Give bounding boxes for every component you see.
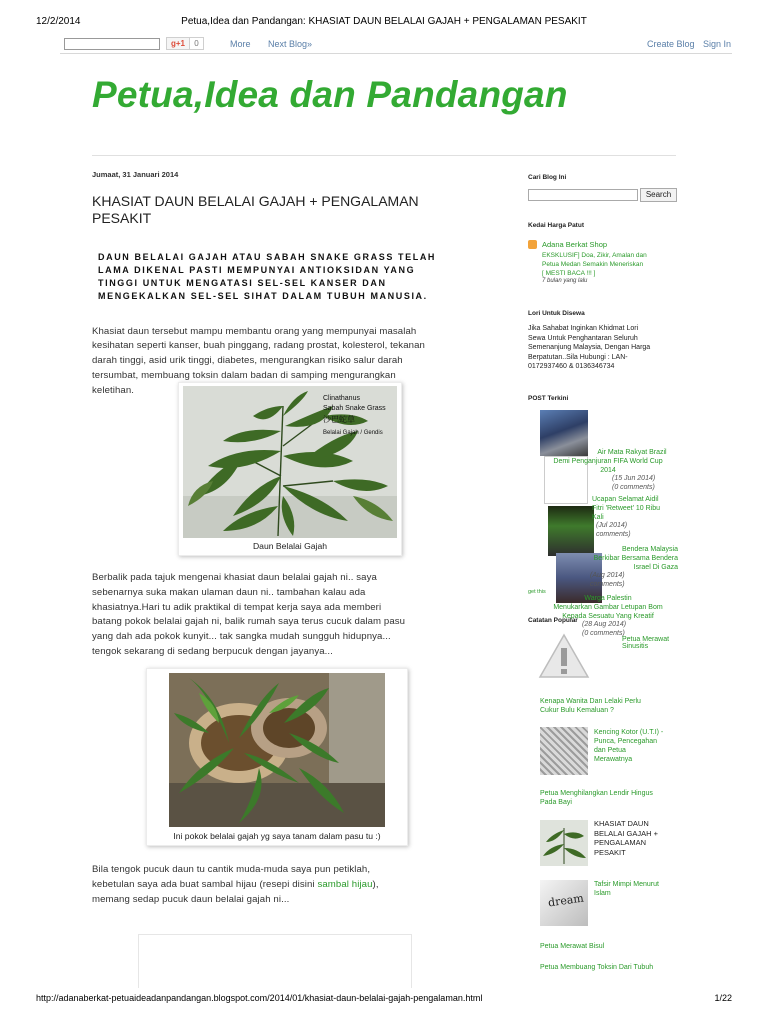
shop-widget-title: Kedai Harga Patut — [528, 222, 584, 229]
popular-line: BELALAI GAJAH + — [594, 828, 658, 838]
post-title-line: PESAKIT — [92, 209, 152, 226]
photo-label: Clinathanus — [323, 395, 360, 402]
post-date-label: (Aug 2014) — [590, 572, 625, 579]
popular-thumb-uti[interactable] — [540, 727, 588, 775]
post-comments-label: comments) — [596, 531, 631, 538]
popular-line: Petua Menghilangkan Lendir Hingus — [540, 790, 653, 797]
post-terkini-line: Warga Palestin — [584, 595, 632, 602]
popular-line: Pada Bayi — [540, 799, 572, 806]
shop-post-line: [ MESTI BACA !!! ] — [542, 270, 596, 277]
popular-line: Cukur Bulu Kemaluan ? — [540, 707, 614, 714]
popular-line: KHASIAT DAUN — [594, 819, 649, 828]
popular-line: Punca, Pencegahan — [594, 738, 658, 745]
paragraph-line: yang dah ada pokok kunyit... tak sangka mudah sungguh hidupnya... — [92, 631, 391, 643]
photo-label: Sabah Snake Grass — [323, 405, 386, 412]
lori-line: Berpatutan..Sila Hubungi : LAN- — [528, 353, 628, 361]
post-terkini-line: 2014 — [600, 467, 616, 474]
post-terkini-line: Bendera Malaysia — [621, 546, 678, 553]
popular-line: Kenapa Wanita Dan Lelaki Perlu — [540, 698, 641, 705]
popular-thumb-belalai[interactable] — [540, 820, 588, 866]
paragraph-line: Khasiat daun tersebut mampu membantu orang yang mempunyai masalah — [92, 325, 417, 337]
post-lead — [92, 251, 500, 303]
rss-icon — [528, 240, 537, 249]
search-widget-title: Cari Blog Ini — [528, 174, 567, 181]
post-thumb-brazil[interactable] — [540, 410, 588, 456]
post-terkini-link[interactable] — [538, 457, 678, 475]
google-plus-count: 0 — [189, 37, 204, 50]
paragraph-text: kebetulan saya ada buat sambal hijau (resepi disini — [92, 878, 318, 890]
blogger-navbar — [60, 36, 732, 54]
warning-icon[interactable] — [538, 632, 590, 682]
popular-line: Tafsir Mimpi Menurut — [594, 881, 659, 888]
post-date-label: (Jul 2014) — [596, 522, 628, 529]
print-date: 12/2/2014 — [36, 16, 81, 27]
navbar-search-input[interactable] — [64, 38, 160, 50]
post-title-line: KHASIAT DAUN BELALAI GAJAH + PENGALAMAN — [92, 193, 419, 209]
print-url: http://adanaberkat-petuaideadanpandangan.blogspot.com/2014/01/khasiat-daun-belalai-gajah-pengalaman.html — [36, 993, 483, 1003]
popular-link[interactable] — [594, 880, 678, 898]
blog-search-input[interactable] — [528, 189, 638, 201]
popular-link[interactable]: Petua Membuang Toksin Dari Tubuh — [540, 964, 654, 971]
post-terkini-line: Menukarkan Gambar Letupan Bom — [553, 604, 663, 611]
popular-thumb-dream[interactable] — [540, 880, 588, 926]
paragraph-line: batang pokok belalai gajah ni, balik rumah saya terus cucuk dalam pasu — [92, 616, 406, 628]
post-terkini-link[interactable] — [586, 448, 678, 457]
popular-link[interactable] — [594, 728, 678, 764]
post-terkini-line: Ucapan Selamat Aidil — [592, 496, 659, 503]
lori-line: 0172937460 & 0136346734 — [528, 363, 615, 370]
more-link[interactable]: More — [230, 39, 251, 49]
post-terkini-line: Berkibar Bersama Bendera — [593, 555, 678, 562]
shop-time: 7 bulan yang lalu — [542, 278, 588, 284]
paragraph-line: khasiatnya.Hari tu adik praktikal di tempat kerja saya ada memberi — [92, 601, 382, 613]
get-this-link[interactable]: get this — [528, 589, 546, 595]
post-terkini-line: Kepada Sesuatu Yang Kreatif — [562, 613, 654, 620]
lori-text — [528, 324, 678, 372]
popular-link[interactable]: Petua Merawat Bisul — [540, 943, 605, 950]
print-footer — [36, 993, 732, 1003]
shop-link[interactable]: Adana Berkat Shop — [542, 240, 608, 249]
paragraph-line: tengok sekarang di sedang berpucuk dengan jayanya... — [92, 645, 333, 657]
lead-line: MENGEKALKAN SEL-SEL SIHAT DALAM TUBUH MANUSIA. — [98, 290, 428, 301]
shop-post-line: EKSKLUSIF] Doa, Zikir, Amalan dan — [542, 252, 647, 259]
next-blog-link[interactable]: Next Blog» — [268, 39, 313, 49]
post-column — [92, 170, 500, 399]
lori-line: Jika Sahabat Inginkan Khidmat Lori — [528, 325, 639, 332]
popular-link[interactable] — [540, 789, 678, 807]
search-button[interactable]: Search — [640, 188, 677, 202]
sambal-hijau-link[interactable]: sambal hijau — [317, 878, 373, 890]
post-date-label: (28 Aug 2014) — [582, 621, 627, 628]
post-terkini-line: Kali — [592, 514, 604, 521]
paragraph-line: Berbalik pada tajuk mengenai khasiat daun belalai gajah ni.. saya — [92, 572, 377, 583]
paragraph-line: kesihatan seperti kanser, buah pinggang, radang prostat, kolesterol, tekanan — [92, 340, 425, 352]
embedded-frame — [138, 934, 412, 988]
title-divider — [92, 155, 676, 156]
post-comments-label: (0 comments) — [582, 630, 625, 637]
popular-line: dan Petua — [594, 747, 626, 754]
print-page-number: 1/22 — [714, 993, 732, 1003]
post-terkini-title: POST Terkini — [528, 395, 569, 402]
popular-line: Kencing Kotor (U.T.I) - — [594, 729, 664, 736]
popular-line: PESAKIT — [594, 847, 626, 857]
post-comments-label: (0 comments) — [612, 484, 655, 491]
lori-line: Sewa Untuk Penghantaran Seluruh — [528, 334, 638, 342]
popular-link[interactable]: Petua Merawat Sinusitis — [622, 636, 670, 650]
popular-link[interactable] — [594, 819, 678, 857]
potted-plant-image — [169, 673, 385, 827]
photo-belalai-gajah[interactable] — [178, 382, 402, 556]
popular-link[interactable] — [540, 697, 678, 715]
photo-label: Belalai Gajah / Gendis — [323, 430, 383, 436]
shop-post-line: Petua Medan Semakin Meneriskan — [542, 261, 644, 268]
blog-title[interactable]: Petua,Idea dan Pandangan — [92, 74, 568, 115]
post-paragraph — [92, 571, 500, 660]
dream-image-text: dream — [547, 891, 585, 910]
google-plus-button[interactable]: g+1 — [166, 37, 190, 50]
sign-in-link[interactable]: Sign In — [703, 39, 732, 49]
photo-potted-plant[interactable] — [146, 668, 408, 846]
post-comments-label: comments) — [590, 581, 625, 588]
lead-line: TINGGI UNTUK MENGATASI SEL-SEL KANSER DAN — [98, 277, 387, 288]
paragraph-line: keletihan. — [92, 384, 135, 396]
paragraph-line: memang sedap pucuk daun belalai gajah ni... — [92, 893, 290, 905]
popular-line: Merawatnya — [594, 756, 633, 763]
post-date-label: (15 Jun 2014) — [612, 475, 656, 482]
plant-leaves-image — [183, 386, 397, 538]
post-terkini-line: Israel Di Gaza — [633, 564, 678, 571]
post-terkini-line: Fitri 'Retweet' 10 Ribu — [592, 505, 661, 512]
post-terkini-link[interactable] — [540, 545, 678, 572]
post-date: Jumaat, 31 Januari 2014 — [92, 170, 179, 179]
post-terkini-line: Demi Penganjuran FIFA World Cup — [553, 458, 663, 465]
post-paragraph — [92, 863, 500, 907]
popular-line: PENGALAMAN — [594, 838, 647, 847]
photo-caption: Daun Belalai Gajah — [252, 541, 328, 551]
post-terkini-link[interactable] — [592, 495, 678, 522]
lori-widget-title: Lori Untuk Disewa — [528, 310, 585, 317]
popular-line: Islam — [594, 890, 611, 897]
paragraph-line: sebenarnya suka makan ulaman daun ni.. tambahan kalau ada — [92, 586, 366, 598]
paragraph-line: tersumbat, membuang toksin dalam badan di samping mengurangkan — [92, 369, 396, 381]
paragraph-line: darah tinggi, asid urik tinggi, diabetes, mengurangkan risiko salur darah — [92, 355, 403, 367]
create-blog-link[interactable]: Create Blog — [647, 39, 695, 49]
paragraph-line: Bila tengok pucuk daun tu cantik muda-muda saya pun petiklah, — [92, 864, 371, 875]
photo-caption: Ini pokok belalai gajah yg saya tanam dalam pasu tu :) — [173, 831, 381, 841]
paragraph-text: ), — [372, 878, 379, 890]
catatan-popular-title: Catatan Popular — [528, 617, 578, 624]
lead-line: LAMA DIKENAL PASTI MEMPUNYAI ANTIOKSIDAN YANG — [98, 264, 416, 275]
paragraph-line — [92, 878, 500, 893]
post-terkini-line: Air Mata Rakyat Brazil — [597, 449, 667, 456]
shop-post-link[interactable] — [542, 251, 678, 278]
photo-label: 沙巴蛇草 — [323, 415, 355, 424]
lead-line: DAUN BELALAI GAJAH ATAU SABAH SNAKE GRASS TELAH — [98, 251, 437, 262]
print-title: Petua,Idea dan Pandangan: KHASIAT DAUN BELALAI GAJAH + PENGALAMAN PESAKIT — [181, 16, 587, 27]
post-title[interactable] — [92, 193, 500, 227]
lori-line: Semenanjung Malaysia, Dengan Harga — [528, 344, 651, 351]
